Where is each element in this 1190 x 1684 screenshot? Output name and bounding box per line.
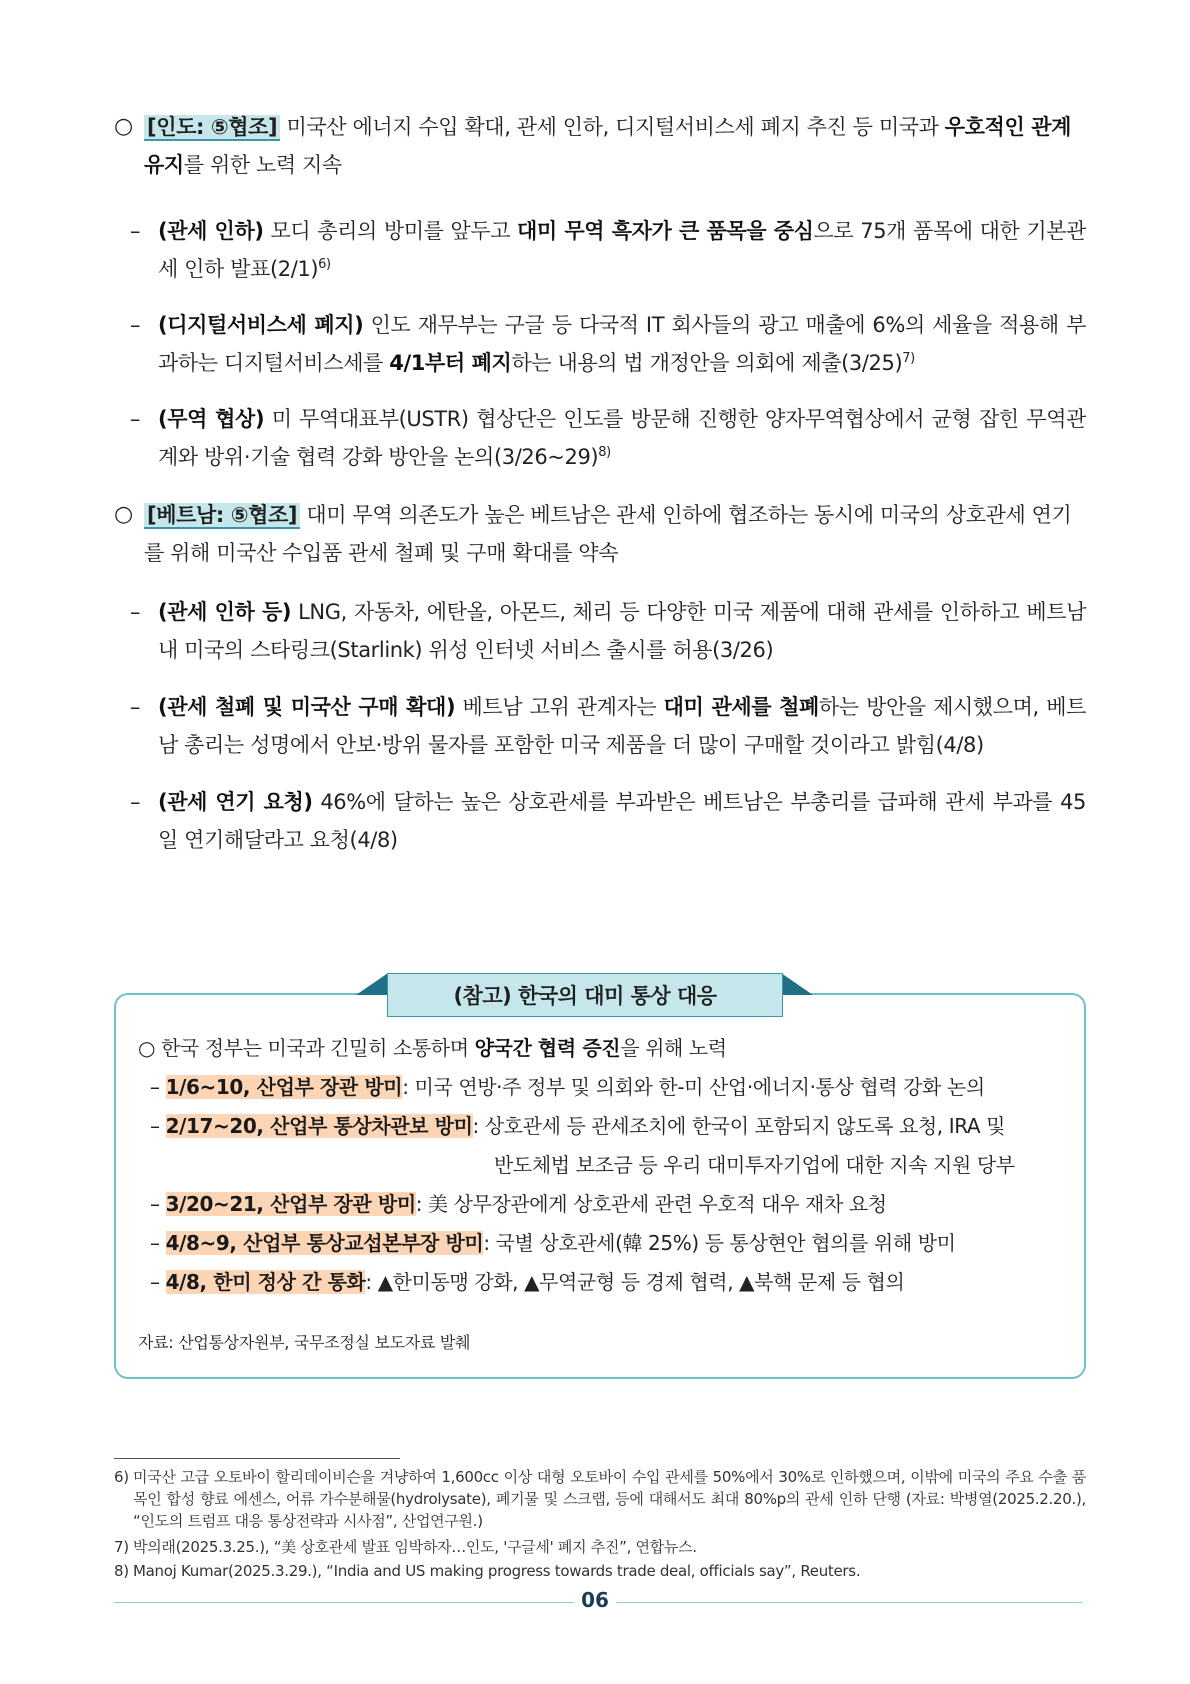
vietnam-tag: [베트남: ⑤협조] — [144, 503, 300, 529]
title-ribbon-left — [356, 973, 388, 995]
item-label: (디지털서비스세 폐지) — [158, 313, 364, 337]
footnote-8 — [114, 1560, 1086, 1582]
row-text: : ▲한미동맹 강화, ▲무역균형 등 경제 협력, ▲북핵 문제 등 협의 — [365, 1270, 905, 1294]
row-label: 3/20~21, 산업부 장관 방미 — [165, 1192, 416, 1216]
vietnam-item-abolish: – (관세 철폐 및 미국산 구매 확대) 베트남 고위 관계자는 대미 관세를 철폐하는 방안을 제시했으며, 베트남 총리는 성명에서 안보·방위 물자를 포함한 미국 제품을 더 많이 구매할 것이라고 밝힘(4/8) — [130, 695, 1086, 757]
reference-row — [150, 1267, 904, 1297]
intro-text-end: 을 위해 노력 — [620, 1036, 727, 1060]
item-text: 베트남 고위 관계자는 — [455, 695, 664, 719]
reference-row — [150, 1228, 956, 1258]
row-text: : 美 상무장관에게 상호관세 관련 우호적 대우 재차 요청 — [415, 1192, 887, 1216]
dash-mark: – — [150, 1075, 160, 1099]
item-label: (관세 인하 등) — [158, 600, 292, 624]
item-label: (관세 철폐 및 미국산 구매 확대) — [158, 695, 456, 719]
item-text: 모디 총리의 방미를 앞두고 — [263, 219, 518, 243]
row-text: : 상호관세 등 관세조치에 한국이 포함되지 않도록 요청, IRA 및 — [472, 1114, 1006, 1138]
page-rule-left — [114, 1602, 574, 1603]
item-text: 하는 내용의 법 개정안을 의회에 제출(3/25) — [511, 351, 903, 375]
vietnam-item-tariff: – (관세 인하 등) LNG, 자동차, 에탄올, 아몬드, 체리 등 다양한 미국 제품에 대해 관세를 인하하고 베트남 내 미국의 스타링크(Starlink) 위성 인터넷 서비스 출시를 허용(3/26) — [130, 600, 1086, 662]
row-label: 4/8, 한미 정상 간 통화 — [165, 1270, 366, 1294]
footnote-number: 6) — [114, 1468, 129, 1486]
dash-mark: – — [150, 1192, 160, 1216]
footnote-number: 8) — [114, 1562, 129, 1580]
item-label: (관세 연기 요청) — [158, 790, 313, 814]
footnote-number: 7) — [114, 1538, 129, 1556]
footnote-divider — [114, 1458, 400, 1459]
row-label: 1/6~10, 산업부 장관 방미 — [165, 1075, 403, 1099]
page-rule-right — [616, 1602, 1082, 1603]
footnote-ref: 7) — [902, 351, 915, 366]
footnote-text: 박의래(2025.3.25.), “美 상호관세 발표 임박하자…인도, '구글세' 폐지 추진”, 연합뉴스. — [133, 1538, 697, 1556]
intro-text: ○ 한국 정부는 미국과 긴밀히 소통하며 — [138, 1036, 475, 1060]
india-text: 미국산 에너지 수입 확대, 관세 인하, 디지털서비스세 폐지 추진 등 미국과 — [280, 115, 945, 139]
india-item-dst: – (디지털서비스세 폐지) 인도 재무부는 구글 등 다국적 IT 회사들의 광고 매출에 6%의 세율을 적용해 부과하는 디지털서비스세를 4/1부터 폐지하는 내용의 법 개정안을 의회에 제출$(3/25)^{7)}$ — [130, 313, 1087, 375]
footnote-7 — [114, 1536, 1086, 1558]
intro-bold: 양국간 협력 증진 — [474, 1036, 621, 1060]
reference-row — [150, 1072, 985, 1102]
footnote-6 — [114, 1466, 1086, 1532]
india-bold: 우호적인 관계 유지 — [144, 115, 1072, 177]
item-text: 하는 방안을 제시했으며, 베트남 총리는 성명에서 안보·방위 물자를 포함한 미국 제품을 더 많이 구매할 것이라고 밝힘(4/8) — [158, 695, 1086, 757]
india-item-trade: – (무역 협상) 미 무역대표부(USTR) 협상단은 인도를 방문해 진행한 양자무역협상에서 균형 잡힌 무역관계와 방위·기술 협력 강화 방안을 논의(3/26~29)$^{8)}$ — [130, 407, 1086, 469]
item-text: 미 무역대표부(USTR) 협상단은 인도를 방문해 진행한 양자무역협상에서 균형 잡힌 무역관계와 방위·기술 협력 강화 방안을 논의(3/26~29) — [158, 407, 1086, 469]
item-bold: 4/1부터 폐지 — [389, 351, 512, 375]
vietnam-item-delay: – (관세 연기 요청) 46%에 달하는 높은 상호관세를 부과받은 베트남은 부총리를 급파해 관세 부과를 45일 연기해달라고 요청(4/8) — [130, 790, 1086, 852]
reference-row — [150, 1189, 887, 1219]
row-label: 4/8~9, 산업부 통상교섭본부장 방미 — [165, 1231, 484, 1255]
footnote-ref: 6) — [318, 257, 331, 272]
row-label: 2/17~20, 산업부 통상차관보 방미 — [165, 1114, 473, 1138]
page-number: 06 — [581, 1588, 609, 1612]
reference-row — [150, 1111, 1005, 1141]
title-ribbon-right — [781, 973, 813, 995]
item-text: LNG, 자동차, 에탄올, 아몬드, 체리 등 다양한 미국 제품에 대해 관세를 인하하고 베트남 내 미국의 스타링크(Starlink) 위성 인터넷 서비스 출시를 허용(3/26) — [158, 600, 1086, 662]
row-text: : 국별 상호관세(韓 25%) 등 통상현안 협의를 위해 방미 — [483, 1231, 956, 1255]
item-text: 46%에 달하는 높은 상호관세를 부과받은 베트남은 부총리를 급파해 관세 부과를 45일 연기해달라고 요청(4/8) — [158, 790, 1086, 852]
item-label: (무역 협상) — [158, 407, 265, 431]
reference-title: (참고) 한국의 대미 통상 대응 — [387, 973, 783, 1017]
item-text: 으로 75개 품목에 대한 기본관세 인하 발표(2/1) — [158, 219, 1086, 281]
vietnam-text: 대미 무역 의존도가 높은 베트남은 관세 인하에 협조하는 동시에 미국의 상호관세 연기를 위해 미국산 수입품 관세 철폐 및 구매 확대를 약속 — [144, 503, 1072, 565]
item-label: (관세 인하) — [158, 219, 264, 243]
reference-source: 자료: 산업통상자원부, 국무조정실 보도자료 발췌 — [138, 1333, 471, 1352]
reference-row-continuation: 반도체법 보조금 등 우리 대미투자기업에 대한 지속 지원 당부 — [494, 1153, 1015, 1177]
item-bold: 대미 관세를 철폐 — [663, 695, 819, 719]
india-item-tariff: – (관세 인하) 모디 총리의 방미를 앞두고 대미 무역 흑자가 큰 품목을 중심으로 75개 품목에 대한 기본관세 인하 발표$(2/1)^{6)}$ — [130, 219, 1086, 281]
india-tag: [인도: ⑤협조] — [144, 115, 280, 141]
circle-bullet-icon: ○ — [114, 502, 133, 527]
footnote-text: 미국산 고급 오토바이 할리데이비슨을 겨냥하여 1,600cc 이상 대형 오토바이 수입 관세를 50%에서 30%로 인하했으며, 이밖에 미국의 주요 수출 품목인 합성 향료 에센스, 어류 가수분해물(hydrolysate), 폐기물 및 스크랩, 등에 대해서도 최대 80%p의 관세 인하 단행 (자료: 박병열(2025.2.20.), “인도의 트럼프 대응 통상전략과 시사점”, 산업연구원.) — [133, 1468, 1086, 1530]
india-text-end: 를 위한 노력 지속 — [183, 153, 342, 177]
item-text: 인도 재무부는 구글 등 다국적 IT 회사들의 광고 매출에 6%의 세율을 적용해 부과하는 디지털서비스세를 — [158, 313, 1087, 375]
dash-mark: – — [150, 1114, 160, 1138]
footnote-ref: 8) — [598, 445, 611, 460]
reference-intro — [138, 1033, 727, 1063]
dash-mark: – — [150, 1270, 160, 1294]
dash-mark: – — [150, 1231, 160, 1255]
item-bold: 대미 무역 흑자가 큰 품목을 중심 — [517, 219, 814, 243]
india-paragraph — [114, 108, 1086, 184]
row-text: : 미국 연방·주 정부 및 의회와 한-미 산업·에너지·통상 협력 강화 논의 — [402, 1075, 985, 1099]
vietnam-paragraph — [114, 496, 1086, 572]
circle-bullet-icon: ○ — [114, 114, 133, 139]
footnote-text: Manoj Kumar(2025.3.29.), “India and US making progress towards trade deal, officials say”, Reuters. — [133, 1562, 861, 1580]
